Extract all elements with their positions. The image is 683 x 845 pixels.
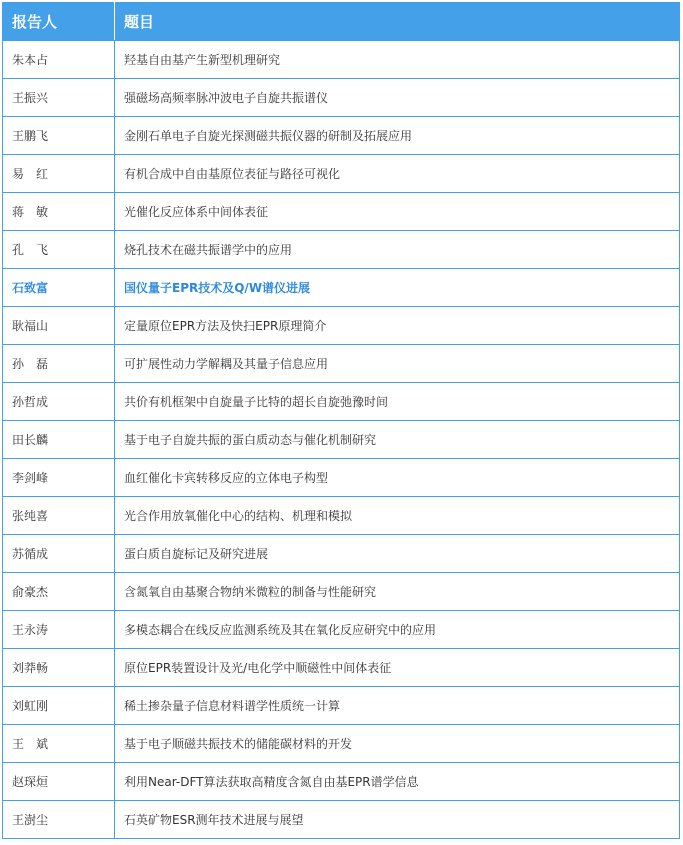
reporter-cell: 张纯喜 [3,497,115,535]
reporter-cell: 王鹏飞 [3,117,115,155]
title-cell: 强磁场高频率脉冲波电子自旋共振谱仪 [115,79,680,117]
reporter-cell: 赵琛烜 [3,763,115,801]
title-cell: 定量原位EPR方法及快扫EPR原理简介 [115,307,680,345]
title-cell: 共价有机框架中自旋量子比特的超长自旋弛豫时间 [115,383,680,421]
table-row [3,459,680,497]
title-cell: 可扩展性动力学解耦及其量子信息应用 [115,345,680,383]
table-row [3,421,680,459]
table-row [3,269,680,307]
title-cell: 含氮氧自由基聚合物纳米微粒的制备与性能研究 [115,573,680,611]
table-row [3,497,680,535]
title-cell: 原位EPR装置设计及光/电化学中顺磁性中间体表征 [115,649,680,687]
table-header-row [3,3,680,41]
reporter-cell: 苏循成 [3,535,115,573]
reporter-cell: 刘虹刚 [3,687,115,725]
table-row [3,535,680,573]
reporter-cell: 王 斌 [3,725,115,763]
table-row [3,307,680,345]
table-row [3,231,680,269]
title-cell: 蛋白质自旋标记及研究进展 [115,535,680,573]
reporter-cell: 孙哲成 [3,383,115,421]
title-cell: 石英矿物ESR测年技术进展与展望 [115,801,680,839]
report-schedule-table [2,2,680,839]
table-row [3,725,680,763]
reporter-cell: 田长麟 [3,421,115,459]
table-row [3,345,680,383]
reporter-cell: 石致富 [3,269,115,307]
reporter-cell: 孔 飞 [3,231,115,269]
title-cell: 基于电子自旋共振的蛋白质动态与催化机制研究 [115,421,680,459]
table-row [3,801,680,839]
title-cell: 羟基自由基产生新型机理研究 [115,41,680,79]
table-row [3,573,680,611]
table-row [3,117,680,155]
header-title: 题目 [115,3,680,41]
title-cell: 血红催化卡宾转移反应的立体电子构型 [115,459,680,497]
reporter-cell: 蒋 敏 [3,193,115,231]
reporter-cell: 李剑峰 [3,459,115,497]
reporter-cell: 俞豪杰 [3,573,115,611]
title-cell: 烧孔技术在磁共振谱学中的应用 [115,231,680,269]
header-reporter: 报告人 [3,3,115,41]
reporter-cell: 刘莽畅 [3,649,115,687]
title-cell: 有机合成中自由基原位表征与路径可视化 [115,155,680,193]
table-row [3,649,680,687]
reporter-cell: 王永涛 [3,611,115,649]
reporter-cell: 孙 磊 [3,345,115,383]
title-cell: 国仪量子EPR技术及Q/W谱仪进展 [115,269,680,307]
title-cell: 光合作用放氧催化中心的结构、机理和模拟 [115,497,680,535]
reporter-cell: 易 红 [3,155,115,193]
title-cell: 金刚石单电子自旋光探测磁共振仪器的研制及拓展应用 [115,117,680,155]
title-cell: 光催化反应体系中间体表征 [115,193,680,231]
table-row [3,687,680,725]
table-row [3,383,680,421]
table-row [3,193,680,231]
table-row [3,41,680,79]
reporter-cell: 朱本占 [3,41,115,79]
reporter-cell: 耿福山 [3,307,115,345]
table-row [3,763,680,801]
reporter-cell: 王振兴 [3,79,115,117]
schedule-table-container [2,2,679,839]
table-body [3,41,680,839]
title-cell: 稀土掺杂量子信息材料谱学性质统一计算 [115,687,680,725]
table-row [3,79,680,117]
title-cell: 多模态耦合在线反应监测系统及其在氧化反应研究中的应用 [115,611,680,649]
table-row [3,611,680,649]
table-row [3,155,680,193]
reporter-cell: 王澍尘 [3,801,115,839]
title-cell: 利用Near-DFT算法获取高精度含氮自由基EPR谱学信息 [115,763,680,801]
title-cell: 基于电子顺磁共振技术的储能碳材料的开发 [115,725,680,763]
